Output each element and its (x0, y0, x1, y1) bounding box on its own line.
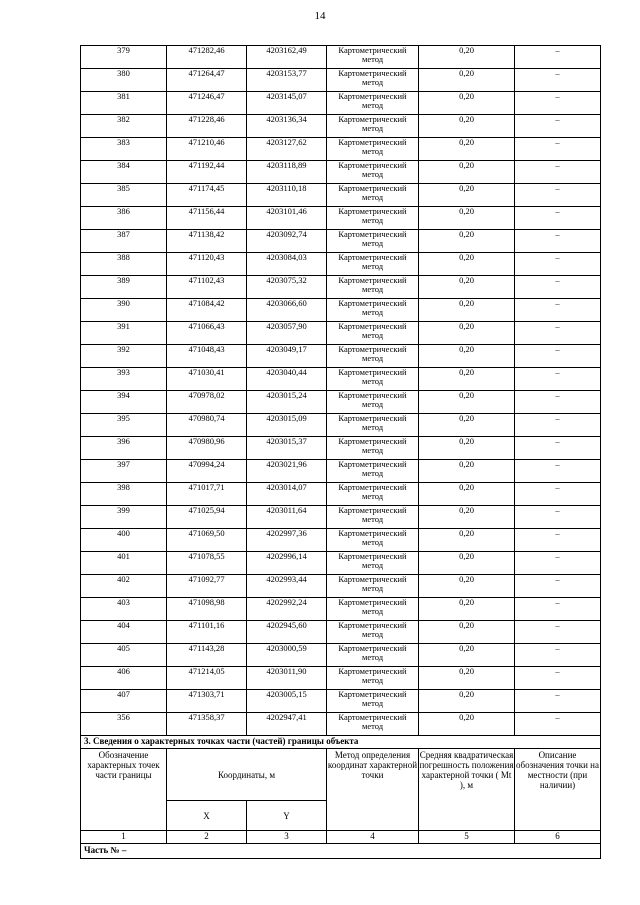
accuracy-cell: 0,20 (419, 529, 515, 552)
table-row (81, 207, 601, 230)
description-cell: – (515, 414, 601, 437)
point-id-cell: 399 (81, 506, 167, 529)
description-cell: – (515, 575, 601, 598)
description-cell: – (515, 253, 601, 276)
description-cell: – (515, 138, 601, 161)
column-number: 6 (515, 831, 601, 844)
method-cell: Картометрический метод (327, 483, 419, 506)
x-coordinate-cell: 470994,24 (167, 460, 247, 483)
column-number: 1 (81, 831, 167, 844)
table-row (81, 667, 601, 690)
point-id-cell: 406 (81, 667, 167, 690)
accuracy-cell: 0,20 (419, 575, 515, 598)
y-coordinate-cell: 4202993,44 (247, 575, 327, 598)
y-coordinate-cell: 4203145,07 (247, 92, 327, 115)
point-id-cell: 382 (81, 115, 167, 138)
accuracy-cell: 0,20 (419, 644, 515, 667)
y-coordinate-cell: 4203040,44 (247, 368, 327, 391)
accuracy-cell: 0,20 (419, 713, 515, 736)
table-row (81, 69, 601, 92)
point-id-cell: 390 (81, 299, 167, 322)
method-cell: Картометрический метод (327, 46, 419, 69)
page-number: 14 (314, 10, 326, 22)
table-row (81, 230, 601, 253)
x-coordinate-cell: 471138,42 (167, 230, 247, 253)
x-coordinate-cell: 471017,71 (167, 483, 247, 506)
x-coordinate-cell: 471174,45 (167, 184, 247, 207)
description-cell: – (515, 690, 601, 713)
point-id-cell: 393 (81, 368, 167, 391)
x-coordinate-cell: 471143,28 (167, 644, 247, 667)
method-cell: Картометрический метод (327, 506, 419, 529)
y-coordinate-cell: 4202945,60 (247, 621, 327, 644)
x-coordinate-cell: 471210,46 (167, 138, 247, 161)
accuracy-cell: 0,20 (419, 690, 515, 713)
column-number: 3 (247, 831, 327, 844)
method-cell: Картометрический метод (327, 115, 419, 138)
y-coordinate-cell: 4203162,49 (247, 46, 327, 69)
y-coordinate-cell: 4203015,24 (247, 391, 327, 414)
point-id-cell: 379 (81, 46, 167, 69)
x-coordinate-cell: 471098,98 (167, 598, 247, 621)
x-coordinate-cell: 471264,47 (167, 69, 247, 92)
accuracy-cell: 0,20 (419, 46, 515, 69)
method-cell: Картометрический метод (327, 713, 419, 736)
x-coordinate-cell: 471303,71 (167, 690, 247, 713)
table-row (81, 138, 601, 161)
point-id-cell: 381 (81, 92, 167, 115)
description-cell: – (515, 621, 601, 644)
header-coordinates: Координаты, м (167, 749, 327, 801)
accuracy-cell: 0,20 (419, 391, 515, 414)
table-row (81, 483, 601, 506)
y-coordinate-cell: 4203075,32 (247, 276, 327, 299)
column-number: 4 (327, 831, 419, 844)
header-y: Y (247, 801, 327, 831)
y-coordinate-cell: 4203005,15 (247, 690, 327, 713)
point-id-cell: 383 (81, 138, 167, 161)
section3-title: 3. Сведения о характерных точках части (частей) границы объекта (81, 736, 601, 749)
y-coordinate-cell: 4203127,62 (247, 138, 327, 161)
point-id-cell: 402 (81, 575, 167, 598)
table-row (81, 161, 601, 184)
accuracy-cell: 0,20 (419, 552, 515, 575)
accuracy-cell: 0,20 (419, 598, 515, 621)
description-cell: – (515, 46, 601, 69)
header-designation: Обозначение характерных точек части границы (81, 749, 167, 831)
point-id-cell: 401 (81, 552, 167, 575)
x-coordinate-cell: 470978,02 (167, 391, 247, 414)
x-coordinate-cell: 471282,46 (167, 46, 247, 69)
description-cell: – (515, 207, 601, 230)
y-coordinate-cell: 4203057,90 (247, 322, 327, 345)
method-cell: Картометрический метод (327, 575, 419, 598)
table-row (81, 184, 601, 207)
column-number: 2 (167, 831, 247, 844)
description-cell: – (515, 598, 601, 621)
method-cell: Картометрический метод (327, 391, 419, 414)
method-cell: Картометрический метод (327, 322, 419, 345)
method-cell: Картометрический метод (327, 529, 419, 552)
y-coordinate-cell: 4203000,59 (247, 644, 327, 667)
accuracy-cell: 0,20 (419, 184, 515, 207)
x-coordinate-cell: 471030,41 (167, 368, 247, 391)
y-coordinate-cell: 4203011,90 (247, 667, 327, 690)
description-cell: – (515, 92, 601, 115)
y-coordinate-cell: 4202947,41 (247, 713, 327, 736)
table-row (81, 391, 601, 414)
method-cell: Картометрический метод (327, 598, 419, 621)
description-cell: – (515, 276, 601, 299)
method-cell: Картометрический метод (327, 644, 419, 667)
description-cell: – (515, 552, 601, 575)
y-coordinate-cell: 4203153,77 (247, 69, 327, 92)
accuracy-cell: 0,20 (419, 138, 515, 161)
description-cell: – (515, 506, 601, 529)
method-cell: Картометрический метод (327, 92, 419, 115)
point-id-cell: 386 (81, 207, 167, 230)
method-cell: Картометрический метод (327, 299, 419, 322)
points-table-body (81, 46, 601, 736)
y-coordinate-cell: 4203084,03 (247, 253, 327, 276)
header-x: X (167, 801, 247, 831)
y-coordinate-cell: 4203021,96 (247, 460, 327, 483)
accuracy-cell: 0,20 (419, 207, 515, 230)
x-coordinate-cell: 471156,44 (167, 207, 247, 230)
method-cell: Картометрический метод (327, 621, 419, 644)
table-row (81, 644, 601, 667)
point-id-cell: 396 (81, 437, 167, 460)
y-coordinate-cell: 4203110,18 (247, 184, 327, 207)
table-row (81, 322, 601, 345)
x-coordinate-cell: 470980,74 (167, 414, 247, 437)
point-id-cell: 385 (81, 184, 167, 207)
accuracy-cell: 0,20 (419, 69, 515, 92)
section3-block (81, 736, 601, 859)
y-coordinate-cell: 4203015,09 (247, 414, 327, 437)
description-cell: – (515, 460, 601, 483)
accuracy-cell: 0,20 (419, 253, 515, 276)
y-coordinate-cell: 4203014,07 (247, 483, 327, 506)
x-coordinate-cell: 471084,42 (167, 299, 247, 322)
table-row (81, 460, 601, 483)
point-id-cell: 391 (81, 322, 167, 345)
point-id-cell: 388 (81, 253, 167, 276)
x-coordinate-cell: 470980,96 (167, 437, 247, 460)
table-row (81, 552, 601, 575)
y-coordinate-cell: 4202996,14 (247, 552, 327, 575)
accuracy-cell: 0,20 (419, 414, 515, 437)
x-coordinate-cell: 471214,05 (167, 667, 247, 690)
accuracy-cell: 0,20 (419, 230, 515, 253)
method-cell: Картометрический метод (327, 345, 419, 368)
method-cell: Картометрический метод (327, 437, 419, 460)
y-coordinate-cell: 4203015,37 (247, 437, 327, 460)
x-coordinate-cell: 471246,47 (167, 92, 247, 115)
accuracy-cell: 0,20 (419, 506, 515, 529)
y-coordinate-cell: 4203092,74 (247, 230, 327, 253)
description-cell: – (515, 391, 601, 414)
table-row (81, 621, 601, 644)
header-description: Описание обозначения точки на местности (при наличии) (515, 749, 601, 831)
y-coordinate-cell: 4203066,60 (247, 299, 327, 322)
table-row (81, 276, 601, 299)
accuracy-cell: 0,20 (419, 437, 515, 460)
description-cell: – (515, 644, 601, 667)
method-cell: Картометрический метод (327, 184, 419, 207)
y-coordinate-cell: 4203049,17 (247, 345, 327, 368)
x-coordinate-cell: 471120,43 (167, 253, 247, 276)
point-id-cell: 395 (81, 414, 167, 437)
point-id-cell: 397 (81, 460, 167, 483)
x-coordinate-cell: 471101,16 (167, 621, 247, 644)
column-number: 5 (419, 831, 515, 844)
table-row (81, 690, 601, 713)
x-coordinate-cell: 471078,55 (167, 552, 247, 575)
accuracy-cell: 0,20 (419, 322, 515, 345)
description-cell: – (515, 368, 601, 391)
x-coordinate-cell: 471069,50 (167, 529, 247, 552)
method-cell: Картометрический метод (327, 276, 419, 299)
description-cell: – (515, 322, 601, 345)
column-numbers-row (81, 831, 601, 844)
accuracy-cell: 0,20 (419, 460, 515, 483)
method-cell: Картометрический метод (327, 667, 419, 690)
accuracy-cell: 0,20 (419, 621, 515, 644)
table-row (81, 345, 601, 368)
method-cell: Картометрический метод (327, 552, 419, 575)
accuracy-cell: 0,20 (419, 161, 515, 184)
table-row (81, 92, 601, 115)
accuracy-cell: 0,20 (419, 368, 515, 391)
table-row (81, 414, 601, 437)
method-cell: Картометрический метод (327, 460, 419, 483)
header-accuracy: Средняя квадратическая погрешность положения характерной точки ( Mt ), м (419, 749, 515, 831)
accuracy-cell: 0,20 (419, 667, 515, 690)
description-cell: – (515, 345, 601, 368)
y-coordinate-cell: 4202997,36 (247, 529, 327, 552)
accuracy-cell: 0,20 (419, 92, 515, 115)
method-cell: Картометрический метод (327, 138, 419, 161)
x-coordinate-cell: 471192,44 (167, 161, 247, 184)
table-row (81, 713, 601, 736)
y-coordinate-cell: 4203136,34 (247, 115, 327, 138)
method-cell: Картометрический метод (327, 368, 419, 391)
point-id-cell: 384 (81, 161, 167, 184)
x-coordinate-cell: 471358,37 (167, 713, 247, 736)
description-cell: – (515, 184, 601, 207)
y-coordinate-cell: 4203011,64 (247, 506, 327, 529)
x-coordinate-cell: 471048,43 (167, 345, 247, 368)
table-row (81, 115, 601, 138)
accuracy-cell: 0,20 (419, 115, 515, 138)
x-coordinate-cell: 471066,43 (167, 322, 247, 345)
table-row (81, 598, 601, 621)
table-row (81, 437, 601, 460)
description-cell: – (515, 667, 601, 690)
y-coordinate-cell: 4203101,46 (247, 207, 327, 230)
point-id-cell: 400 (81, 529, 167, 552)
description-cell: – (515, 483, 601, 506)
x-coordinate-cell: 471092,77 (167, 575, 247, 598)
method-cell: Картометрический метод (327, 690, 419, 713)
table-row (81, 506, 601, 529)
x-coordinate-cell: 471228,46 (167, 115, 247, 138)
accuracy-cell: 0,20 (419, 299, 515, 322)
description-cell: – (515, 115, 601, 138)
point-id-cell: 380 (81, 69, 167, 92)
part-label: Часть № – (81, 844, 601, 859)
point-id-cell: 404 (81, 621, 167, 644)
description-cell: – (515, 230, 601, 253)
table-row (81, 299, 601, 322)
header-method: Метод определения координат характерной точки (327, 749, 419, 831)
point-id-cell: 387 (81, 230, 167, 253)
table-row (81, 46, 601, 69)
method-cell: Картометрический метод (327, 253, 419, 276)
x-coordinate-cell: 471025,94 (167, 506, 247, 529)
accuracy-cell: 0,20 (419, 276, 515, 299)
table-row (81, 368, 601, 391)
method-cell: Картометрический метод (327, 69, 419, 92)
points-table (80, 45, 601, 859)
method-cell: Картометрический метод (327, 161, 419, 184)
point-id-cell: 392 (81, 345, 167, 368)
point-id-cell: 405 (81, 644, 167, 667)
description-cell: – (515, 161, 601, 184)
point-id-cell: 398 (81, 483, 167, 506)
x-coordinate-cell: 471102,43 (167, 276, 247, 299)
point-id-cell: 389 (81, 276, 167, 299)
table-row (81, 253, 601, 276)
accuracy-cell: 0,20 (419, 345, 515, 368)
description-cell: – (515, 299, 601, 322)
point-id-cell: 356 (81, 713, 167, 736)
point-id-cell: 403 (81, 598, 167, 621)
point-id-cell: 407 (81, 690, 167, 713)
description-cell: – (515, 713, 601, 736)
table-row (81, 575, 601, 598)
method-cell: Картометрический метод (327, 414, 419, 437)
description-cell: – (515, 437, 601, 460)
description-cell: – (515, 69, 601, 92)
y-coordinate-cell: 4203118,89 (247, 161, 327, 184)
y-coordinate-cell: 4202992,24 (247, 598, 327, 621)
method-cell: Картометрический метод (327, 207, 419, 230)
accuracy-cell: 0,20 (419, 483, 515, 506)
table-row (81, 529, 601, 552)
point-id-cell: 394 (81, 391, 167, 414)
method-cell: Картометрический метод (327, 230, 419, 253)
description-cell: – (515, 529, 601, 552)
